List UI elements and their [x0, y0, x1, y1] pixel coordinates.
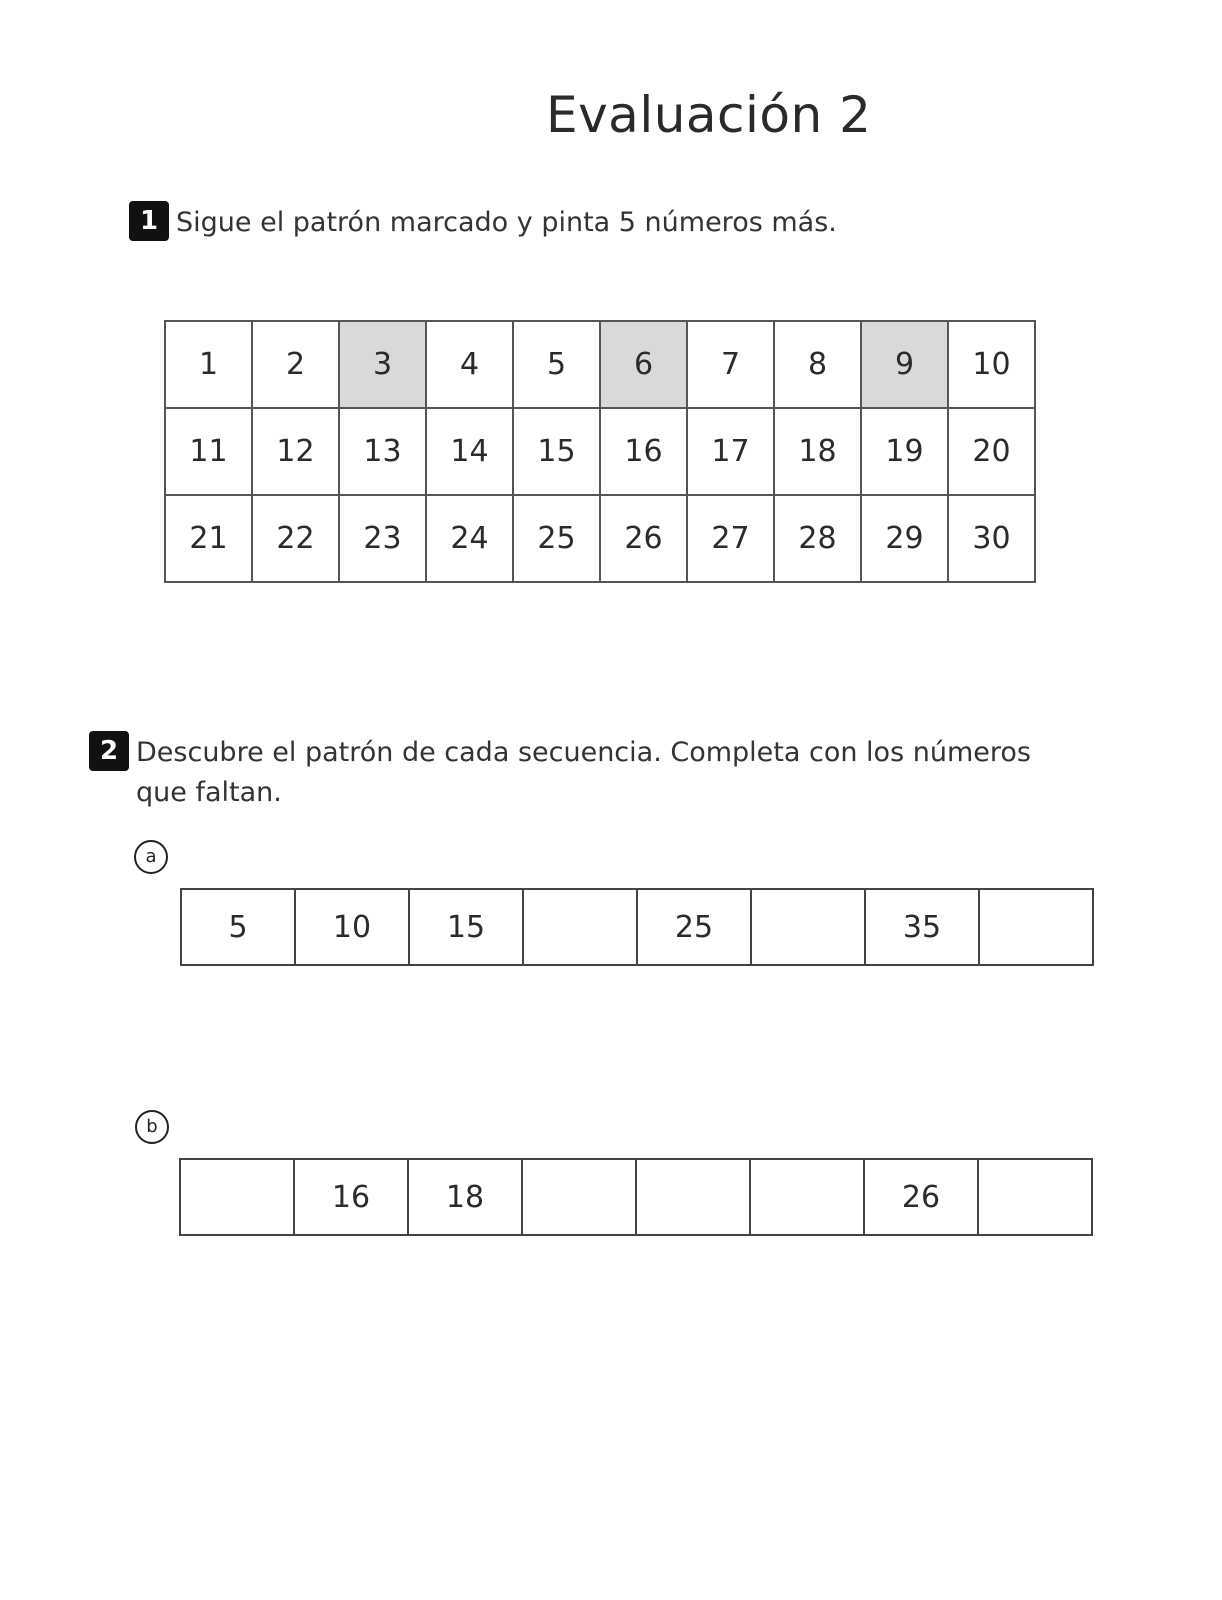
sequence-row: [180, 1159, 1092, 1235]
grid-cell[interactable]: 12: [252, 408, 339, 495]
sequence-cell[interactable]: [751, 889, 865, 965]
sequence-label-b: b: [135, 1110, 169, 1144]
grid-row: [165, 321, 1035, 408]
grid-cell[interactable]: 28: [774, 495, 861, 582]
sequence-b: [179, 1158, 1093, 1236]
grid-cell[interactable]: 1: [165, 321, 252, 408]
sequence-cell[interactable]: [636, 1159, 750, 1235]
sequence-cell[interactable]: 15: [409, 889, 523, 965]
grid-cell[interactable]: 20: [948, 408, 1035, 495]
sequence-cell[interactable]: 26: [864, 1159, 978, 1235]
exercise-number-badge: 2: [89, 731, 129, 771]
sequence-cell[interactable]: 35: [865, 889, 979, 965]
sequence-label-a: a: [134, 840, 168, 874]
grid-cell[interactable]: 10: [948, 321, 1035, 408]
sequence-cell[interactable]: 18: [408, 1159, 522, 1235]
grid-row: [165, 408, 1035, 495]
grid-cell[interactable]: 5: [513, 321, 600, 408]
grid-cell[interactable]: 2: [252, 321, 339, 408]
sequence-cell[interactable]: [978, 1159, 1092, 1235]
grid-cell[interactable]: 4: [426, 321, 513, 408]
exercise-1-instruction: Sigue el patrón marcado y pinta 5 números más.: [176, 207, 837, 238]
sequence-row: [181, 889, 1093, 965]
sequence-cell[interactable]: 10: [295, 889, 409, 965]
exercise-number-badge: 1: [129, 201, 169, 241]
grid-cell[interactable]: 7: [687, 321, 774, 408]
grid-cell[interactable]: 8: [774, 321, 861, 408]
sequence-cell[interactable]: 16: [294, 1159, 408, 1235]
grid-cell[interactable]: 22: [252, 495, 339, 582]
sequence-cell[interactable]: [523, 889, 637, 965]
sequence-a: [180, 888, 1094, 966]
sequence-cell[interactable]: [979, 889, 1093, 965]
number-grid: [164, 320, 1036, 583]
grid-cell[interactable]: 9: [861, 321, 948, 408]
grid-cell[interactable]: 3: [339, 321, 426, 408]
grid-cell[interactable]: 25: [513, 495, 600, 582]
grid-cell[interactable]: 15: [513, 408, 600, 495]
grid-cell[interactable]: 26: [600, 495, 687, 582]
sequence-cell[interactable]: 5: [181, 889, 295, 965]
grid-row: [165, 495, 1035, 582]
exercise-2-instruction: Descubre el patrón de cada secuencia. Completa con los números que faltan.: [136, 737, 1031, 808]
sequence-cell[interactable]: 25: [637, 889, 751, 965]
grid-cell[interactable]: 29: [861, 495, 948, 582]
grid-cell[interactable]: 17: [687, 408, 774, 495]
grid-cell[interactable]: 6: [600, 321, 687, 408]
grid-cell[interactable]: 21: [165, 495, 252, 582]
grid-cell[interactable]: 18: [774, 408, 861, 495]
grid-cell[interactable]: 19: [861, 408, 948, 495]
sequence-cell[interactable]: [180, 1159, 294, 1235]
sequence-cell[interactable]: [750, 1159, 864, 1235]
grid-cell[interactable]: 16: [600, 408, 687, 495]
grid-cell[interactable]: 30: [948, 495, 1035, 582]
grid-cell[interactable]: 24: [426, 495, 513, 582]
grid-cell[interactable]: 13: [339, 408, 426, 495]
grid-cell[interactable]: 14: [426, 408, 513, 495]
grid-cell[interactable]: 23: [339, 495, 426, 582]
grid-cell[interactable]: 11: [165, 408, 252, 495]
page-title: Evaluación 2: [546, 86, 872, 144]
grid-cell[interactable]: 27: [687, 495, 774, 582]
sequence-cell[interactable]: [522, 1159, 636, 1235]
